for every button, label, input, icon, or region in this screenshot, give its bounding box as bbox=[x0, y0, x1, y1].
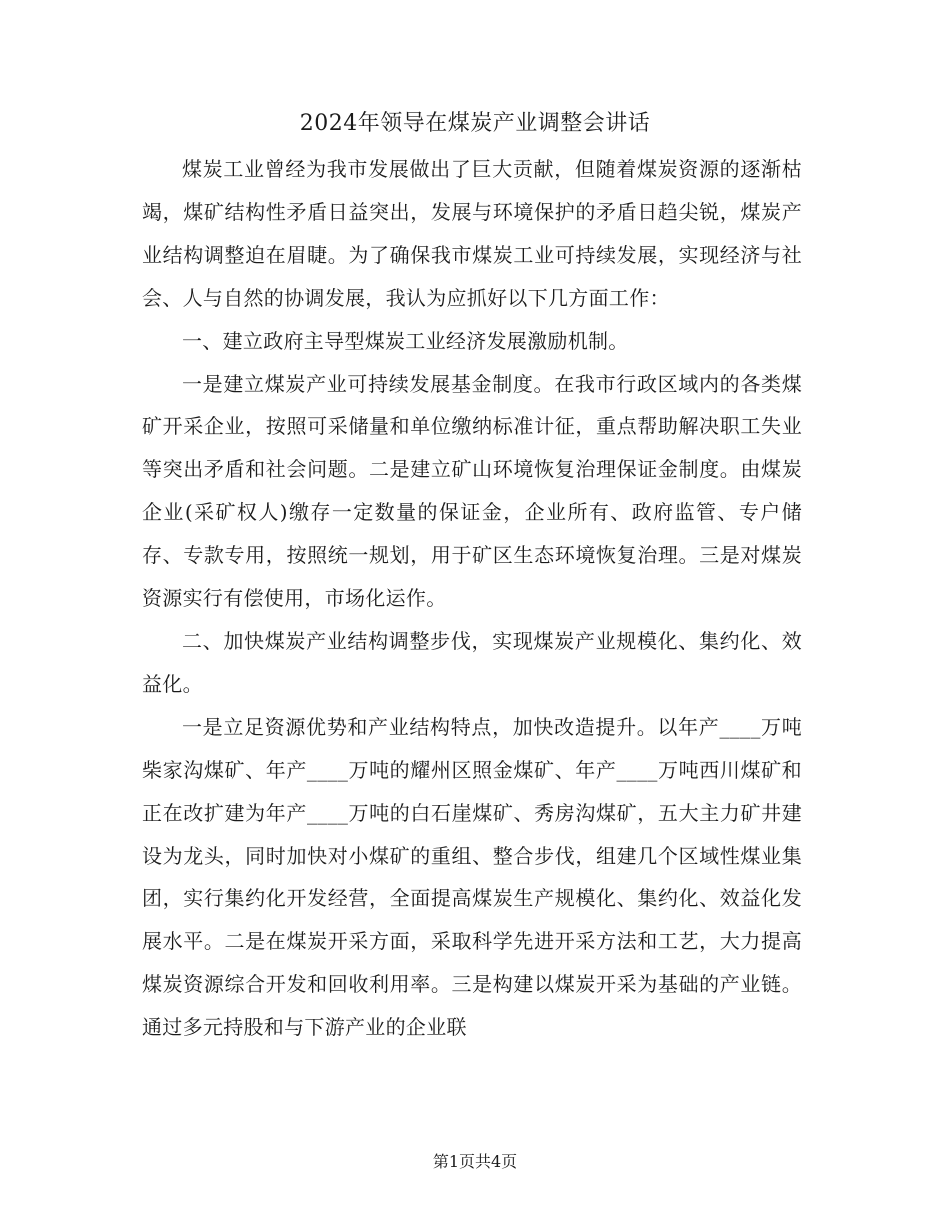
document-body bbox=[142, 148, 802, 1049]
paragraph-section-1-body: 一是建立煤炭产业可持续发展基金制度。在我市行政区域内的各类煤矿开采企业，按照可采储量和单位缴纳标准计征，重点帮助解决职工失业等突出矛盾和社会问题。二是建立矿山环境恢复治理保证金制度。由煤炭企业(采矿权人)缴存一定数量的保证金，企业所有、政府监管、专户储存、专款专用，按照统一规划，用于矿区生态环境恢复治理。三是对煤炭资源实行有偿使用，市场化运作。 bbox=[142, 371, 802, 611]
page-number-footer: 第1页共4页 bbox=[432, 1152, 518, 1171]
document-title: 2024年领导在煤炭产业调整会讲话 bbox=[299, 111, 651, 136]
paragraph-section-2-heading: 二、加快煤炭产业结构调整步伐，实现煤炭产业规模化、集约化、效益化。 bbox=[142, 628, 802, 696]
paragraph-section-2-body: 一是立足资源优势和产业结构特点，加快改造提升。以年产____万吨柴家沟煤矿、年产____万吨的耀州区照金煤矿、年产____万吨西川煤矿和正在改扩建为年产____万吨的白石崖煤矿、秀房沟煤矿，五大主力矿井建设为龙头，同时加快对小煤矿的重组、整合步伐，组建几个区域性煤业集团，实行集约化开发经营，全面提高煤炭生产规模化、集约化、效益化发展水平。二是在煤炭开采方面，采取科学先进开采方法和工艺，大力提高煤炭资源综合开发和回收利用率。三是构建以煤炭开采为基础的产业链。通过多元持股和与下游产业的企业联 bbox=[142, 714, 802, 1040]
paragraph-intro: 煤炭工业曾经为我市发展做出了巨大贡献，但随着煤炭资源的逐渐枯竭，煤矿结构性矛盾日益突出，发展与环境保护的矛盾日趋尖锐，煤炭产业结构调整迫在眉睫。为了确保我市煤炭工业可持续发展，实现经济与社会、人与自然的协调发展，我认为应抓好以下几方面工作： bbox=[142, 157, 802, 310]
paragraph-section-1-heading: 一、建立政府主导型煤炭工业经济发展激励机制。 bbox=[182, 328, 629, 353]
